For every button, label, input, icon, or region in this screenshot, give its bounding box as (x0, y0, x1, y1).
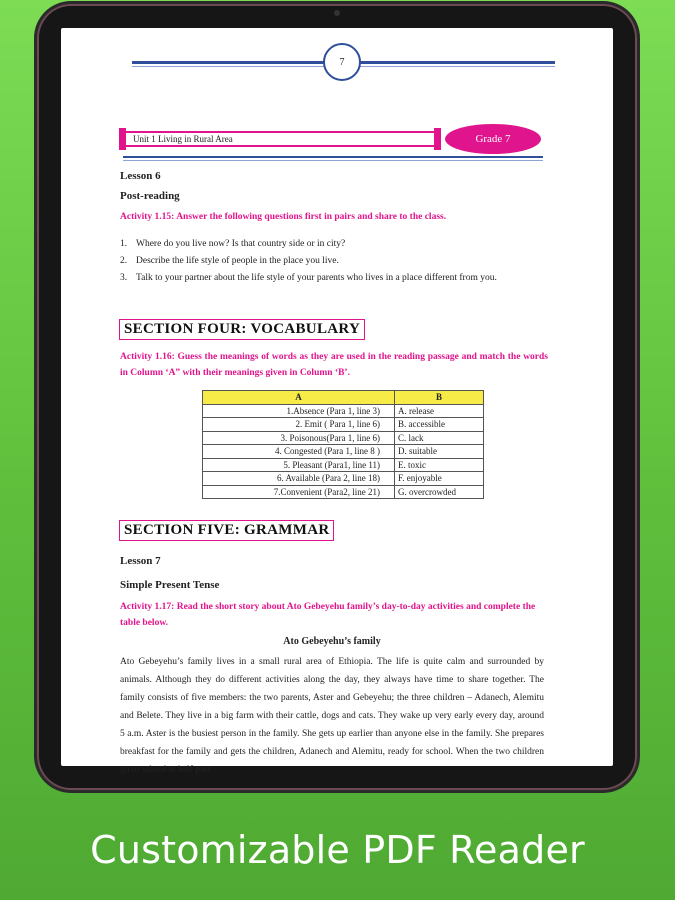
unit-title-banner: Unit 1 Living in Rural Area (123, 131, 437, 147)
activity-1-17: Activity 1.17: Read the short story about Ato Gebeyehu family’s day-to-day activities and complete the table below. (120, 602, 536, 628)
table-cell: 5. Pleasant (Para1, line 11) (203, 458, 395, 472)
table-cell: G. overcrowded (395, 485, 484, 499)
pdf-page (61, 28, 613, 775)
column-b-header: B (395, 391, 484, 405)
table-row (203, 418, 484, 432)
simple-present-heading: Simple Present Tense (120, 579, 220, 591)
table-row (203, 485, 484, 499)
lesson-6-label: Lesson 6 (120, 170, 161, 182)
promo-caption: Customizable PDF Reader (90, 828, 585, 872)
pdf-viewer-screen[interactable] (61, 28, 613, 775)
column-a-header: A (203, 391, 395, 405)
table-cell: F. enjoyable (395, 472, 484, 486)
section-five-heading: SECTION FIVE: GRAMMAR (119, 520, 334, 541)
lesson-7-label: Lesson 7 (120, 555, 161, 567)
table-row (203, 404, 484, 418)
section-four-heading: SECTION FOUR: VOCABULARY (119, 319, 365, 340)
table-cell: 2. Emit ( Para 1, line 6) (203, 418, 395, 432)
table-cell: A. release (395, 404, 484, 418)
table-cell: 4. Congested (Para 1, line 8 ) (203, 445, 395, 459)
story-paragraph: Ato Gebeyehu’s family lives in a small rural area of Ethiopia. The life is quite calm and surrounded by animals. Although they do different activities along the day, they always have time to share together. The family consists of five members: the two parents, Aster and Gebeyehu; the three children – Adanech, Alemitu and Belete. They live in a big farm with their cattle, dogs and cats. They wake up very early every day, around 5 a.m. Aster is the busiest person in the family. She gets up earlier than anyone else in the family. She prepares breakfast for the family and gets the children, Adanech and Alemitu, ready for school. When the two children go to school at half past (120, 657, 544, 775)
page-number: 7 (323, 43, 361, 81)
banner-rule (123, 156, 543, 158)
activity-1-15: Activity 1.15: Answer the following questions first in pairs and share to the class. (120, 212, 447, 222)
vocabulary-table (202, 390, 484, 499)
table-cell: D. suitable (395, 445, 484, 459)
question-list (120, 236, 550, 287)
table-header-row (203, 391, 484, 405)
table-row (203, 458, 484, 472)
table-row (203, 445, 484, 459)
table-row (203, 472, 484, 486)
table-cell: C. lack (395, 431, 484, 445)
camera-dot (334, 10, 340, 16)
table-cell: B. accessible (395, 418, 484, 432)
table-cell: 7.Convenient (Para2, line 21) (203, 485, 395, 499)
table-cell: 1.Absence (Para 1, line 3) (203, 404, 395, 418)
table-cell: 3. Poisonous(Para 1, line 6) (203, 431, 395, 445)
grade-badge: Grade 7 (445, 124, 541, 154)
table-row (203, 431, 484, 445)
table-cell: 6. Available (Para 2, line 18) (203, 472, 395, 486)
banner-rule-thin (123, 160, 543, 161)
list-item: 3. Talk to your partner about the life style of your parents who lives in a place different from you. (120, 273, 497, 283)
table-cell: E. toxic (395, 458, 484, 472)
tablet-frame (37, 4, 637, 790)
list-item: 1. Where do you live now? Is that country side or in city? (120, 239, 346, 249)
story-title: Ato Gebeyehu’s family (283, 636, 381, 647)
activity-1-16: Activity 1.16: Guess the meanings of words as they are used in the reading passage and match the words in Column ‘A” with their meanings given in Column ‘B’. (120, 352, 548, 378)
post-reading-heading: Post-reading (120, 190, 180, 202)
list-item: 2. Describe the life style of people in the place you live. (120, 256, 339, 266)
